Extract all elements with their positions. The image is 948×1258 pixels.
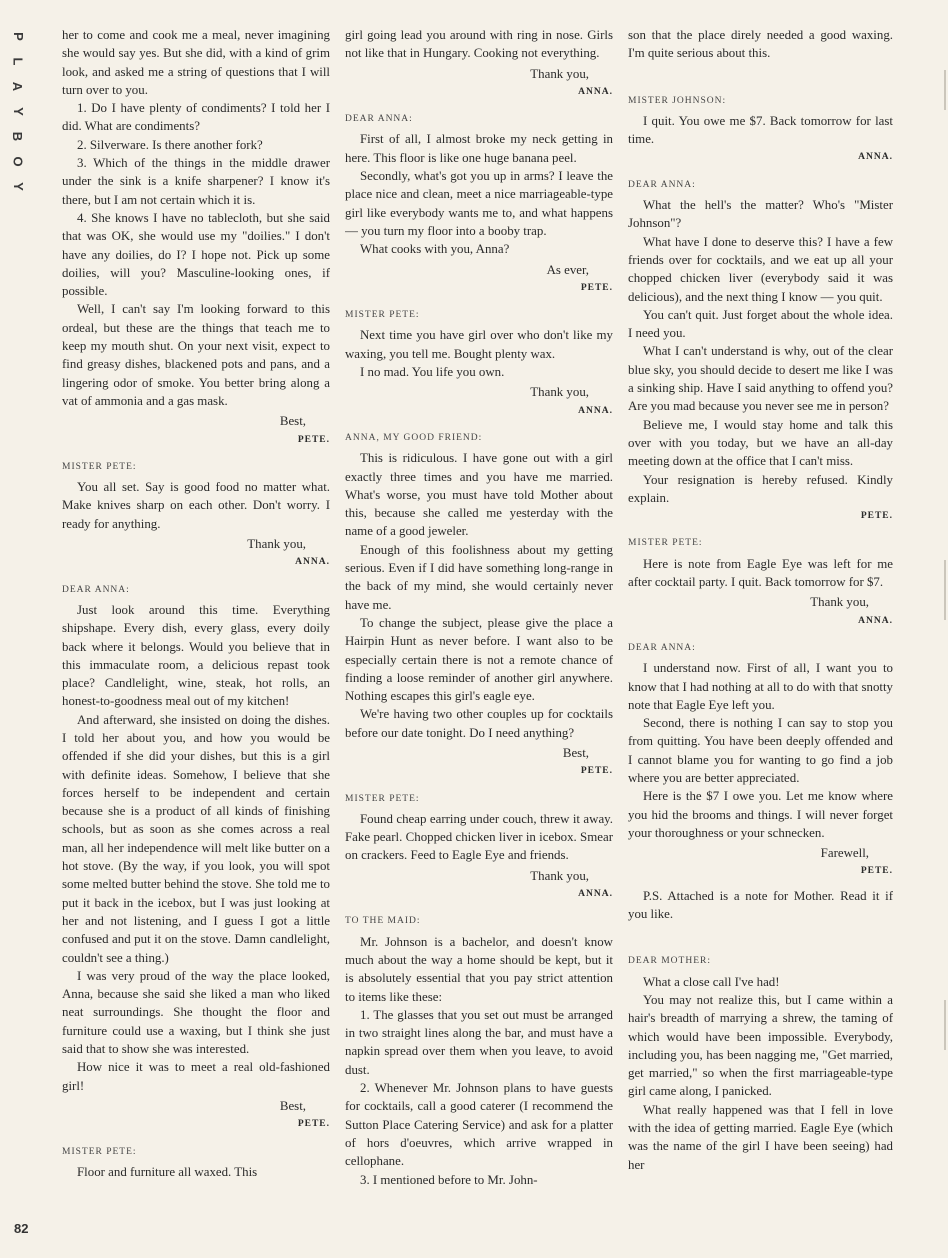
body-paragraph: This is ridiculous. I have gone out with a girl exactly three times and you have me married. What's worse, you must have told Mother about this, because she called me yesterday with the name of a good jeweler. [345,451,613,539]
section-spacer [628,923,893,943]
body-paragraph: What I can't understand is why, out of the clear blue sky, you should decide to desert me like I was a sinking ship. Have I said anything to offend you? Are you mad because you never see me in person? [628,344,893,414]
body-paragraph: Next time you have girl over who don't like my waxing, you tell me. Bought plenty wax. [345,328,613,361]
letter-closing: Thank you, [530,868,589,883]
letter-salutation: MISTER PETE: [345,793,420,804]
letter-signature: ANNA. [295,557,330,568]
body-paragraph: Believe me, I would stay home and talk this over with you today, but we have an all-day meeting down at the office that I can't miss. [628,417,893,469]
letter-closing: Thank you, [810,595,869,610]
letter-salutation: MISTER PETE: [345,310,420,321]
section-spacer [628,63,893,83]
body-paragraph: Second, there is nothing I can say to stop you from quitting. You have been deeply offended and I cannot blame you for wanting to go find a job where you are better appreciated. [628,716,893,785]
body-paragraph: What cooks with you, Anna? [360,242,510,257]
body-paragraph: her to come and cook me a meal, never imagining she would say yes. But she did, with a kind of grim look, and asked me a string of questions that I will turn over to you. [62,28,330,97]
letter-closing: Best, [562,745,589,760]
letter-closing: Thank you, [530,66,589,81]
letter-salutation: DEAR ANNA: [62,584,130,595]
letter-salutation: DEAR ANNA: [628,179,696,190]
letter-signature: PETE. [580,282,613,293]
letter-closing: Thank you, [530,385,589,400]
body-paragraph: Just look around this time. Everything shipshape. Every dish, every glass, every doily back where it belongs. Would you believe that in this immaculate room, a delicious repast took place? Candlelight, wine, steak, hot rolls, an honest-to-goodness meal out of my kitchen! [62,602,330,709]
body-paragraph: We're having two other couples up for cocktails before our date tonight. Do I need anything? [345,707,613,740]
body-paragraph: 2. Whenever Mr. Johnson plans to have guests for cocktails, call a good caterer (I recommend the Sutton Place Catering Service) and ask for a platter of hors d'oeuvres, which arrive wrapped in cellophane. [345,1081,613,1169]
page-number: 82 [14,1221,29,1236]
body-paragraph: 1. Do I have plenty of condiments? I told her I did. What are condiments? [62,101,330,134]
brand-letter: L [10,57,26,66]
letter-signature: ANNA. [578,405,613,416]
page-edge-mark [944,70,946,110]
letter-salutation: MISTER PETE: [62,461,137,472]
body-paragraph: I was very proud of the way the place looked, Anna, because she said she liked a man who liked neat surroundings. She thought the floor and furniture could use a waxing, but I think she just said that to show she was interested. [62,968,330,1057]
body-paragraph: How nice it was to meet a real old-fashioned girl! [62,1060,330,1093]
letter-salutation: DEAR ANNA: [345,114,413,125]
letter-closing: As ever, [546,262,589,277]
letter-closing: Best, [279,414,306,429]
body-paragraph: Secondly, what's got you up in arms? I leave the place nice and clean, meet a nice marriageable-type girl like everybody wants me to, and what happens — you turn my floor into a booby trap. [345,169,613,238]
page-edge-mark [944,1000,946,1050]
body-paragraph: Floor and furniture all waxed. This [77,1164,258,1179]
body-paragraph: You all set. Say is good food no matter what. Make knives sharp on each other. Don't worry. I ready for anything. [62,480,330,531]
brand-letter: Y [10,107,26,116]
body-paragraph: 1. The glasses that you set out must be arranged in two straight lines along the bar, and must have a napkin spread over them when you leave, to avoid dust. [345,1007,613,1077]
body-paragraph: What a close call I've had! [643,974,780,989]
letter-closing: Thank you, [247,537,306,552]
brand-letter: A [10,81,26,92]
letter-salutation: DEAR MOTHER: [628,956,711,967]
body-paragraph: I understand now. First of all, I want you to know that I had nothing at all to do with that snotty note that Eagle Eye left you. [628,661,893,712]
body-paragraph: son that the place direly needed a good waxing. I'm quite serious about this. [628,28,893,61]
letter-signature: ANNA. [578,86,613,97]
magazine-brand-vertical [6,30,30,193]
brand-letter: P [10,32,26,41]
column-3 [628,26,893,1250]
body-paragraph: What the hell's the matter? Who's "Mister Johnson"? [628,198,893,231]
letter-salutation: MISTER PETE: [628,538,703,549]
letter-salutation: TO THE MAID: [345,916,421,927]
body-paragraph: P.S. Attached is a note for Mother. Read it if you like. [628,888,893,922]
letter-salutation: DEAR ANNA: [628,642,696,653]
body-paragraph: You may not realize this, but I came within a hair's breadth of marrying a shrew, the taming of which would have been impossible. Everybody, including you, has been nagging me, "Get married, get married," so when the first marriageable-type girl came along, I panicked. [628,992,893,1099]
page-edge-mark [944,560,946,620]
body-paragraph: 3. I mentioned before to Mr. John- [360,1172,538,1187]
body-paragraph: Here is note from Eagle Eye was left for me after cocktail party. I quit. Back tomorrow for $7. [628,556,893,590]
body-paragraph: I quit. You owe me $7. Back tomorrow for last time. [628,113,893,147]
body-paragraph: Found cheap earring under couch, threw it away. Fake pearl. Chopped chicken liver in icebox. Smear on crackers. Feed to Eagle Eye and friends. [345,811,613,863]
letter-salutation: MISTER JOHNSON: [628,95,727,106]
letter-signature: ANNA. [858,615,893,626]
body-paragraph: What have I done to deserve this? I have a few friends over for cocktails, and we eat up all your chopped chicken liver (everybody said it was delicious), and the next thing I know — you quit. [628,234,893,304]
body-paragraph: girl going lead you around with ring in nose. Girls not like that in Hungary. Cooking not everything. [345,28,613,61]
body-paragraph: 3. Which of the things in the middle drawer under the sink is a knife sharpener? I know it's there, but I am not certain which it is. [62,156,330,207]
letter-signature: PETE. [860,866,893,877]
body-paragraph: Mr. Johnson is a bachelor, and doesn't know much about the way a home should be kept, but it is absolutely essential that you pay strict attention to items like these: [345,934,613,1004]
body-paragraph: I no mad. You life you own. [360,365,505,380]
body-paragraph: 4. She knows I have no tablecloth, but she said that was OK, she would use my "doilies." I don't have any doilies, do I? I hope not. Pick up some doilies, will you? Masculine-looking ones, if possible. [62,210,330,299]
letter-salutation: ANNA, MY GOOD FRIEND: [345,432,483,443]
body-paragraph: You can't quit. Just forget about the whole idea. I need you. [628,307,893,341]
letter-closing: Farewell, [820,846,869,861]
body-paragraph: Well, I can't say I'm looking forward to this ordeal, but these are the things that teach me to keep my mouth shut. On your next visit, expect to find greasy dishes, blackened pots and pans, and a lingering odor of smoke. You better bring along a vat of ammonia and a gas mask. [62,302,330,408]
body-paragraph: To change the subject, please give the place a Hairpin Hunt as never before. I want also to be especially certain there is not a remote chance of finding a loose reminder of another girl anywhere. Nothing escapes this girl's eagle eye. [345,615,613,704]
body-paragraph: Here is the $7 I owe you. Let me know where you hid the brooms and things. I will never forget your thoroughness or your schnecken. [628,789,893,840]
body-paragraph: Enough of this foolishness about my getting serious. Even if I did have something long-range in the back of my mind, she would certainly never have me. [345,542,613,612]
body-paragraph: What really happened was that I fell in love with the idea of getting married. Eagle Eye (which was the name of the girl I have been seeing) had her [628,1102,893,1172]
letter-signature: PETE. [297,1119,330,1130]
letter-signature: PETE. [297,434,330,445]
letter-signature: PETE. [580,766,613,777]
letter-signature: ANNA. [858,152,893,163]
letter-signature: ANNA. [578,889,613,900]
brand-letter: B [10,131,26,142]
column-2 [345,26,613,1250]
letter-signature: PETE. [860,511,893,522]
letter-closing: Best, [279,1098,306,1113]
body-paragraph: 2. Silverware. Is there another fork? [77,137,263,152]
body-paragraph: Your resignation is hereby refused. Kindly explain. [628,472,893,505]
body-paragraph: And afterward, she insisted on doing the dishes. I told her about you, and how you would be offended if she did your dishes, but this is a girl with definite ideas. Somehow, I believe that she forces herself to be independent and certain because she is a product of all kinds of finishing schools, but as soon as she comes across a real man, all her independence will melt like butter on a hot stove. (By the way, if you look, you will spot some melted butter behind the stove. She told me to put it back in the icebox, but I was just looking at her and not listening, and I guess I got a little confused and put it on the stove. Damn candlelight, couldn't see a thing.) [62,712,330,965]
column-1 [62,26,330,1250]
brand-letter: Y [10,182,26,191]
letter-salutation: MISTER PETE: [62,1146,137,1157]
body-paragraph: First of all, I almost broke my neck getting in here. This floor is like one huge banana peel. [345,132,613,165]
brand-letter: O [10,156,26,167]
